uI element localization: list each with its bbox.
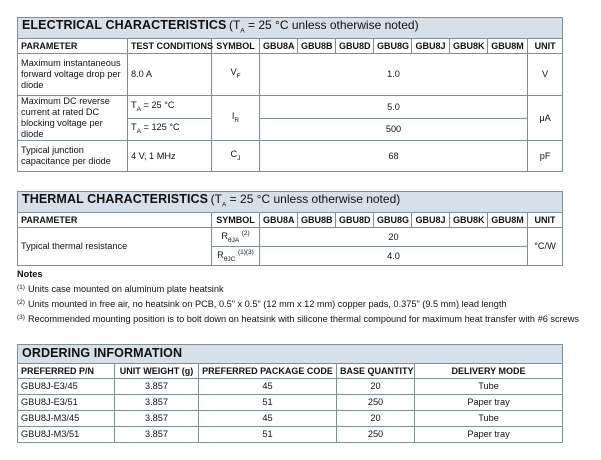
cond-junction-capacitance: 4 V, 1 MHz <box>128 141 212 172</box>
col-header-package-code: PREFERRED PACKAGE CODE <box>199 364 337 379</box>
cell-package-code: 45 <box>199 411 337 427</box>
symbol-r-theta-ja: $R_{\theta JA}$ $^{(2)}$ <box>212 228 260 247</box>
value-reverse-current-125: 500 <box>260 118 528 141</box>
unit-thermal-resistance: °C/W <box>528 228 563 266</box>
cell-delivery-mode: Paper tray <box>415 427 563 443</box>
col-header-gbu8b: GBU8B <box>298 213 336 228</box>
electrical-header-row <box>18 39 563 54</box>
note-item: $^{(1)}$ Units case mounted on aluminum plate heatsink <box>17 284 224 294</box>
table-row <box>18 427 563 443</box>
col-header-parameter: PARAMETER <box>18 213 212 228</box>
col-header-gbu8m: GBU8M <box>488 39 528 54</box>
col-header-unit-weight: UNIT WEIGHT (g) <box>115 364 199 379</box>
col-header-gbu8b: GBU8B <box>298 39 336 54</box>
cell-package-code: 51 <box>199 395 337 411</box>
col-header-parameter: PARAMETER <box>18 39 128 54</box>
value-r-theta-jc: 4.0 <box>260 247 528 266</box>
table-row <box>18 54 563 96</box>
cell-base-quantity: 250 <box>337 427 415 443</box>
value-junction-capacitance: 68 <box>260 141 528 172</box>
value-r-theta-ja: 20 <box>260 228 528 247</box>
thermal-condition: ($T_A = 25$ °C unless otherwise noted) <box>210 192 401 209</box>
unit-reverse-current: μA <box>528 96 563 141</box>
value-forward-voltage: 1.0 <box>260 54 528 96</box>
col-header-gbu8j: GBU8J <box>412 39 450 54</box>
col-header-gbu8a: GBU8A <box>260 213 298 228</box>
cond-reverse-current-125: $T_A = 125$ °C <box>128 118 212 141</box>
cell-delivery-mode: Tube <box>415 379 563 395</box>
param-forward-voltage: Maximum instantaneous forward voltage drop per diode <box>18 54 128 96</box>
col-header-gbu8k: GBU8K <box>450 39 488 54</box>
table-row <box>18 395 563 411</box>
thermal-title: THERMAL CHARACTERISTICS <box>22 192 209 206</box>
col-header-gbu8j: GBU8J <box>412 213 450 228</box>
col-header-gbu8d: GBU8D <box>336 213 374 228</box>
cell-base-quantity: 20 <box>337 379 415 395</box>
col-header-gbu8g: GBU8G <box>374 39 412 54</box>
thermal-header-row <box>18 213 563 228</box>
col-header-gbu8a: GBU8A <box>260 39 298 54</box>
electrical-title-bar <box>18 18 563 39</box>
symbol-ir: $I_R$ <box>212 96 260 141</box>
cell-weight: 3.857 <box>115 395 199 411</box>
col-header-unit: UNIT <box>528 213 563 228</box>
col-header-test-conditions: TEST CONDITIONS <box>128 39 212 54</box>
cell-delivery-mode: Tube <box>415 411 563 427</box>
symbol-r-theta-jc: $R_{\theta JC}$ $^{(1)(3)}$ <box>212 247 260 266</box>
ordering-title-bar <box>18 345 563 364</box>
col-header-unit: UNIT <box>528 39 563 54</box>
col-header-base-quantity: BASE QUANTITY <box>337 364 415 379</box>
cell-weight: 3.857 <box>115 427 199 443</box>
col-header-delivery-mode: DELIVERY MODE <box>415 364 563 379</box>
param-reverse-current: Maximum DC reverse current at rated DC blocking voltage per diode <box>18 96 128 141</box>
cell-base-quantity: 20 <box>337 411 415 427</box>
param-junction-capacitance: Typical junction capacitance per diode <box>18 141 128 172</box>
cell-weight: 3.857 <box>115 411 199 427</box>
table-row <box>18 141 563 172</box>
col-header-symbol: SYMBOL <box>212 39 260 54</box>
electrical-characteristics-table <box>17 17 563 172</box>
cell-package-code: 51 <box>199 427 337 443</box>
cell-delivery-mode: Paper tray <box>415 395 563 411</box>
symbol-cj: $C_J$ <box>212 141 260 172</box>
table-row <box>18 379 563 395</box>
cell-package-code: 45 <box>199 379 337 395</box>
table-row <box>18 411 563 427</box>
note-item: $^{(2)}$ Units mounted in free air, no heatsink on PCB, 0.5" x 0.5" (12 mm x 12 mm) copper pads, 0.375" (9.5 mm) lead length <box>17 299 507 309</box>
value-reverse-current-25: 5.0 <box>260 96 528 119</box>
notes-heading: Notes <box>17 269 43 279</box>
cell-weight: 3.857 <box>115 379 199 395</box>
note-item: $^{(3)}$ Recommended mounting position is to bolt down on heatsink with silicone thermal compound for maximum heat transfer with #6 screws <box>17 314 579 324</box>
col-header-gbu8d: GBU8D <box>336 39 374 54</box>
ordering-information-table <box>17 344 563 443</box>
electrical-condition: ($T_A = 25$ °C unless otherwise noted) <box>229 18 419 35</box>
unit-forward-voltage: V <box>528 54 563 96</box>
thermal-title-bar <box>18 192 563 213</box>
col-header-gbu8g: GBU8G <box>374 213 412 228</box>
cell-pn: GBU8J-E3/51 <box>18 395 115 411</box>
table-row <box>18 228 563 247</box>
cell-pn: GBU8J-E3/45 <box>18 379 115 395</box>
cond-reverse-current-25: $T_A = 25$ °C <box>128 96 212 119</box>
ordering-header-row <box>18 364 563 379</box>
symbol-vf: $V_F$ <box>212 54 260 96</box>
notes-section <box>17 268 587 326</box>
col-header-preferred-pn: PREFERRED P/N <box>18 364 115 379</box>
table-row <box>18 96 563 119</box>
col-header-gbu8m: GBU8M <box>488 213 528 228</box>
ordering-title: ORDERING INFORMATION <box>22 346 183 360</box>
cell-base-quantity: 250 <box>337 395 415 411</box>
cell-pn: GBU8J-M3/51 <box>18 427 115 443</box>
cell-pn: GBU8J-M3/45 <box>18 411 115 427</box>
col-header-gbu8k: GBU8K <box>450 213 488 228</box>
param-thermal-resistance: Typical thermal resistance <box>18 228 212 266</box>
electrical-title: ELECTRICAL CHARACTERISTICS <box>22 18 227 32</box>
unit-junction-capacitance: pF <box>528 141 563 172</box>
thermal-characteristics-table <box>17 191 563 266</box>
col-header-symbol: SYMBOL <box>212 213 260 228</box>
cond-forward-voltage: 8.0 A <box>128 54 212 96</box>
